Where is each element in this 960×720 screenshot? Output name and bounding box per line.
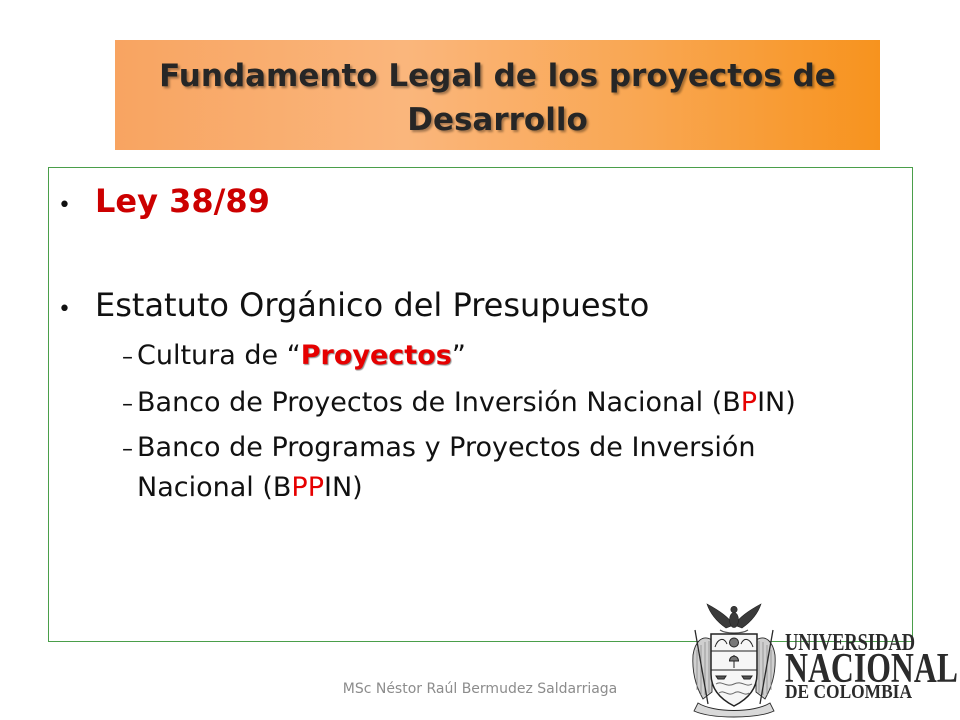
seal-shield bbox=[711, 634, 757, 706]
sub-bullet-dash: – bbox=[122, 392, 133, 417]
title-line-1: Fundamento Legal de los proyectos de bbox=[159, 58, 836, 94]
bullet-text-ley: Ley 38/89 bbox=[95, 182, 270, 220]
sub-bullet-text: Cultura de “ bbox=[137, 340, 301, 371]
university-logo bbox=[686, 600, 960, 720]
highlight-letters: PP bbox=[291, 472, 324, 503]
bullet-estatuto bbox=[58, 284, 649, 326]
bullet-text-estatuto: Estatuto Orgánico del Presupuesto bbox=[95, 286, 650, 324]
sub-bullet-text-line-1: Banco de Programas y Proyectos de Inversión bbox=[137, 432, 756, 463]
sub-bullet-cultura bbox=[122, 336, 466, 376]
seal-condor bbox=[707, 604, 761, 633]
bullet-dot: • bbox=[58, 193, 71, 218]
university-seal-icon bbox=[693, 604, 775, 717]
sub-bullet-bppin bbox=[122, 428, 755, 508]
logo-text-de-colombia: DE COLOMBIA bbox=[785, 681, 913, 703]
sub-bullet-text: Nacional (B bbox=[137, 472, 292, 503]
bullet-ley bbox=[58, 180, 270, 222]
sub-bullet-bpin bbox=[122, 383, 796, 423]
highlight-letter: P bbox=[740, 387, 758, 418]
sub-bullet-text-end: ” bbox=[451, 340, 466, 371]
bullet-dot: • bbox=[58, 297, 71, 322]
sub-bullet-text: Banco de Proyectos de Inversión Nacional (B bbox=[137, 387, 741, 418]
title-line-2: Desarrollo bbox=[407, 102, 588, 138]
sub-bullet-text-end: IN) bbox=[323, 472, 363, 503]
logo-text-nacional: NACIONAL bbox=[785, 646, 958, 692]
footer-author: MSc Néstor Raúl Bermudez Saldarriaga bbox=[342, 681, 618, 697]
highlight-proyectos: Proyectos bbox=[300, 340, 452, 371]
logo-text-universidad: UNIVERSIDAD bbox=[785, 630, 915, 656]
sub-bullet-dash: – bbox=[122, 345, 133, 370]
sub-bullet-text-end: IN) bbox=[757, 387, 796, 418]
slide-title bbox=[115, 54, 880, 142]
title-banner bbox=[115, 40, 880, 150]
sub-bullet-dash: – bbox=[122, 437, 133, 462]
